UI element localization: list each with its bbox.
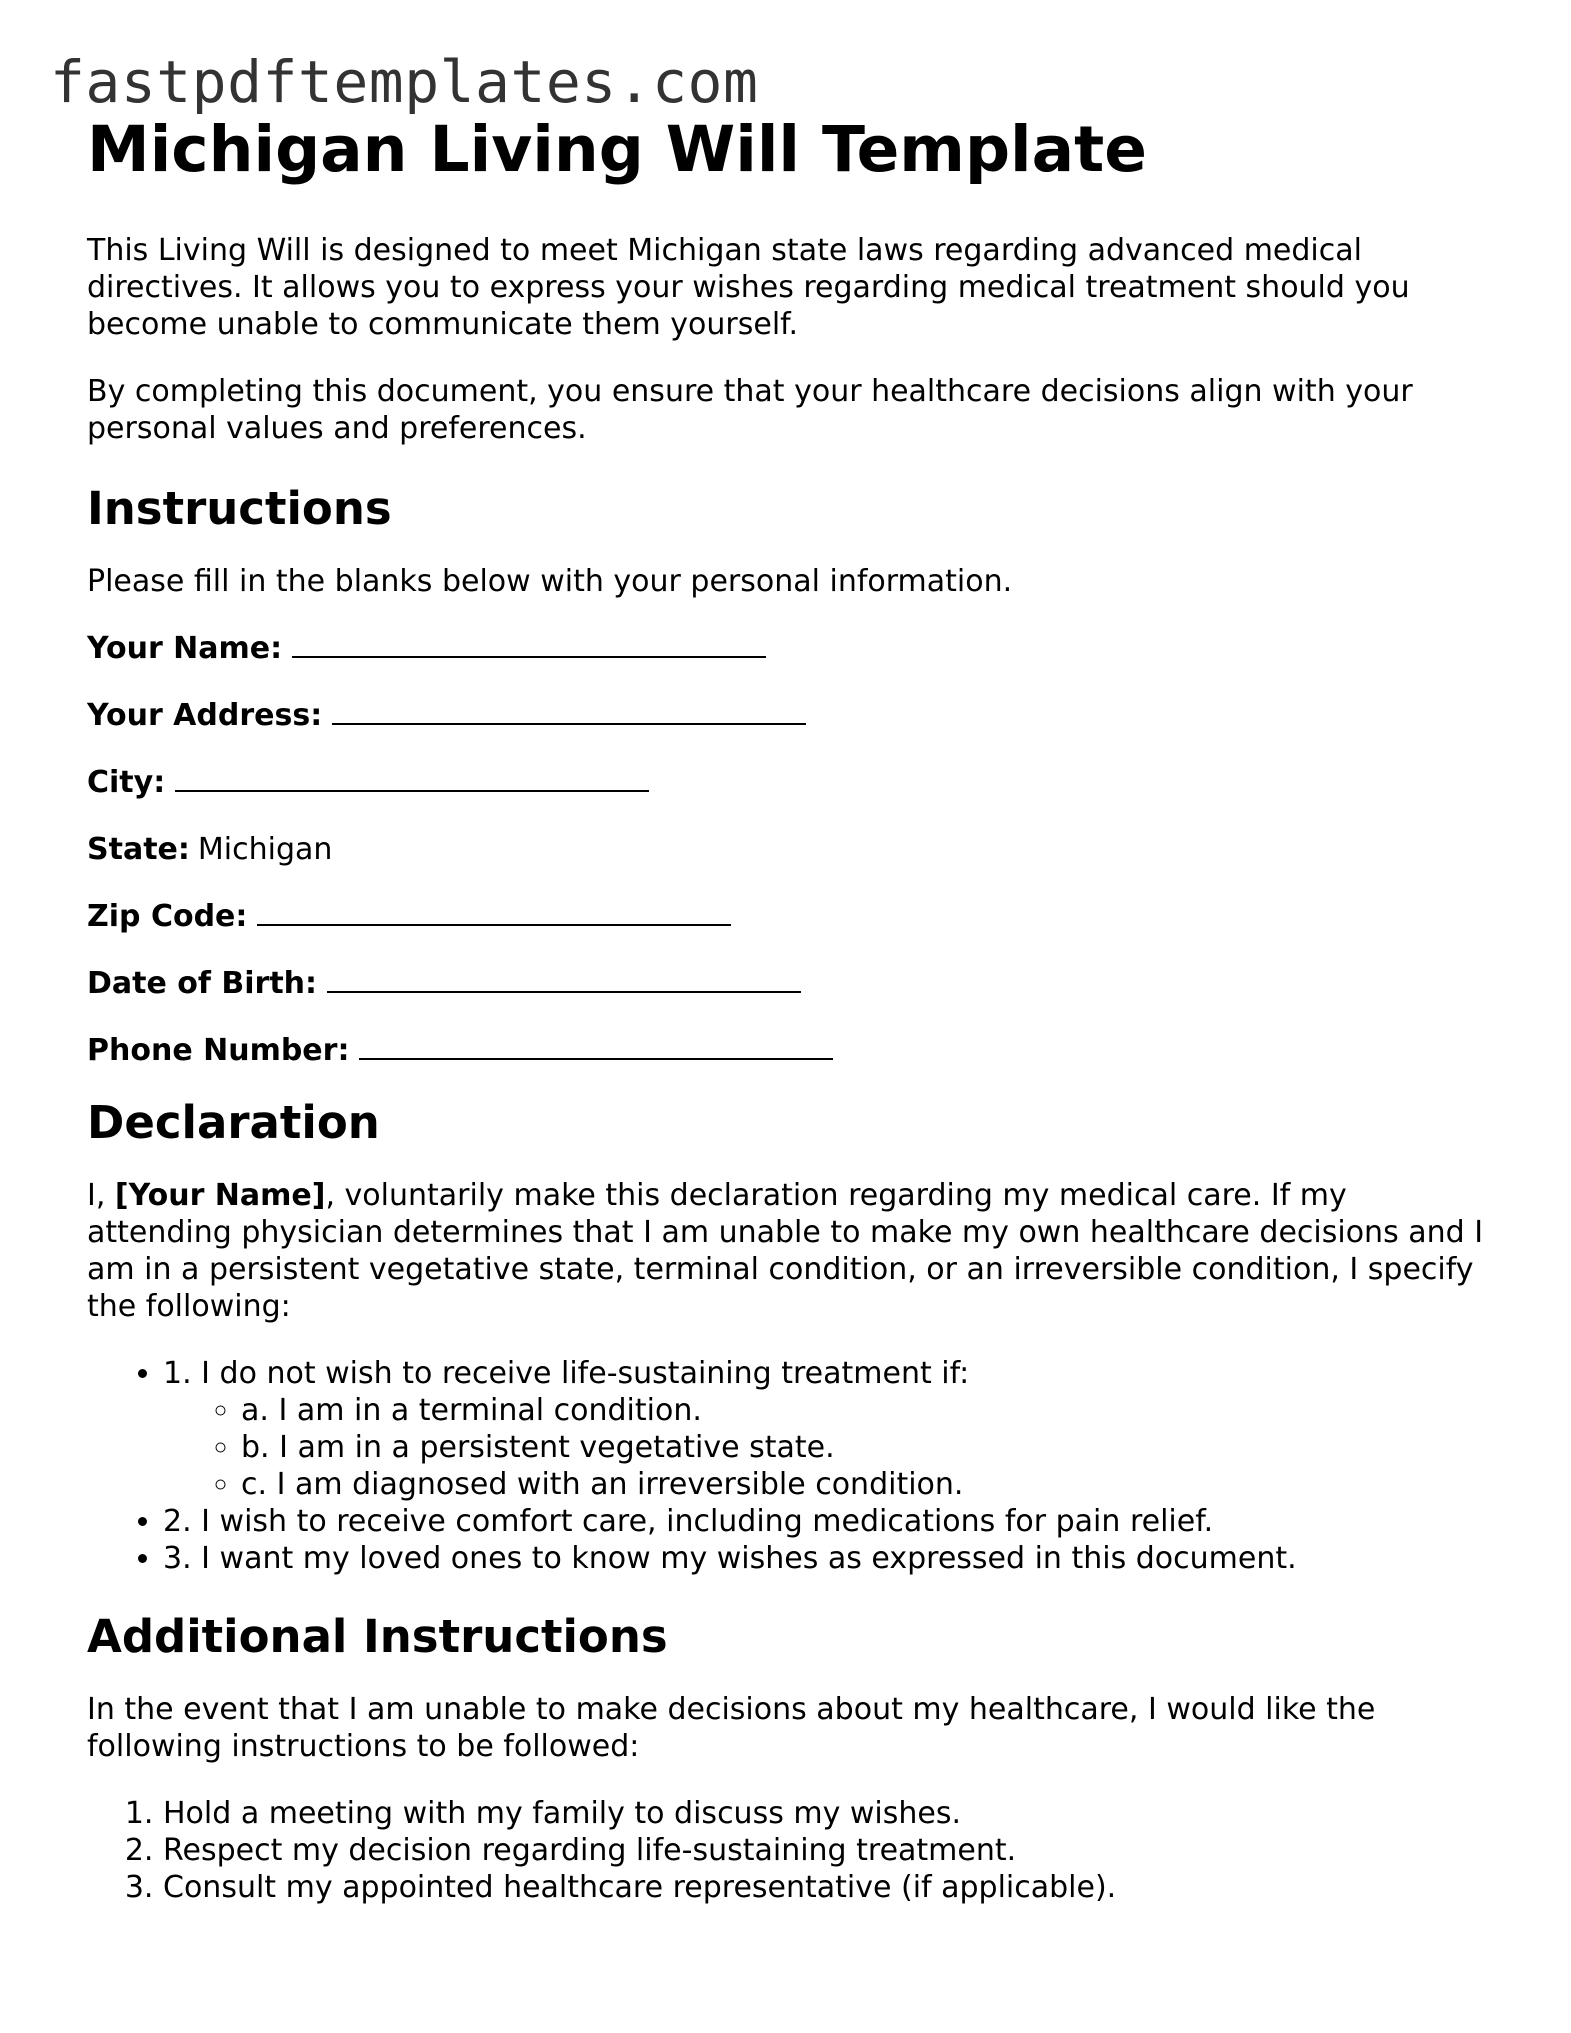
- declaration-item: [163, 1355, 1487, 1503]
- intro-paragraph-1: This Living Will is designed to meet Michigan state laws regarding advanced medical directives. It allows you to express your wishes regarding medical treatment should you become unable to communicate them yourself.: [87, 233, 1410, 342]
- additional-item: 3. Consult my appointed healthcare representative (if applicable).: [163, 1869, 1487, 1906]
- instructions-text: Please fill in the blanks below with your personal information.: [87, 564, 1013, 599]
- field-phone-number: [87, 1032, 1487, 1069]
- field-state: [87, 831, 1487, 868]
- field-label: Your Name:: [87, 631, 283, 666]
- intro-paragraph-2: By completing this document, you ensure that your healthcare decisions align with your personal values and preferences.: [87, 374, 1413, 446]
- page-title: Michigan Living Will Template: [87, 113, 1147, 186]
- additional-instructions-heading: Additional Instructions: [87, 1610, 668, 1663]
- declaration-sub-list: [163, 1392, 1487, 1503]
- declaration-heading: Declaration: [87, 1096, 380, 1149]
- additional-instructions-list: [87, 1795, 1487, 1906]
- phone-blank-line[interactable]: [359, 1032, 833, 1060]
- declaration-prefix: I,: [87, 1178, 115, 1213]
- declaration-suffix: , voluntarily make this declaration regarding my medical care. If my attending physician determines that I am unable to make my own healthcare decisions and I am in a persistent vegetative state, terminal condition, or an irreversible condition, I specify the following:: [87, 1178, 1484, 1324]
- declaration-item: • 2. I wish to receive comfort care, including medications for pain relief.: [163, 1503, 1487, 1540]
- field-date-of-birth: [87, 965, 1487, 1002]
- field-label: Zip Code:: [87, 899, 248, 934]
- declaration-item-text: 1. I do not wish to receive life-sustaining treatment if:: [163, 1356, 970, 1391]
- field-label: State:: [87, 832, 190, 867]
- additional-item: 2. Respect my decision regarding life-sustaining treatment.: [163, 1832, 1487, 1869]
- declaration-sub-item: ◦ a. I am in a terminal condition.: [241, 1392, 1487, 1429]
- zip-blank-line[interactable]: [257, 898, 731, 926]
- declaration-item: • 3. I want my loved ones to know my wishes as expressed in this document.: [163, 1540, 1487, 1577]
- field-label: Phone Number:: [87, 1033, 350, 1068]
- instructions-heading: Instructions: [87, 482, 392, 535]
- field-your-name: [87, 630, 1487, 667]
- field-label: Date of Birth:: [87, 966, 318, 1001]
- additional-instructions-text: In the event that I am unable to make decisions about my healthcare, I would like the following instructions to be followed:: [87, 1692, 1376, 1764]
- field-label: City:: [87, 765, 166, 800]
- city-blank-line[interactable]: [175, 764, 649, 792]
- additional-item: 1. Hold a meeting with my family to discuss my wishes.: [163, 1795, 1487, 1832]
- dob-blank-line[interactable]: [327, 965, 801, 993]
- name-placeholder: [Your Name]: [114, 1178, 326, 1213]
- field-your-address: [87, 697, 1487, 734]
- field-city: [87, 764, 1487, 801]
- name-blank-line[interactable]: [292, 630, 766, 658]
- field-label: Your Address:: [87, 698, 323, 733]
- document-body: [87, 108, 1487, 1906]
- watermark: fastpdftemplates.com: [50, 48, 759, 116]
- state-value: Michigan: [197, 832, 333, 867]
- declaration-text: [87, 1177, 1487, 1325]
- declaration-sub-item: ◦ b. I am in a persistent vegetative state.: [241, 1429, 1487, 1466]
- declaration-list: [87, 1355, 1487, 1577]
- field-zip-code: [87, 898, 1487, 935]
- address-blank-line[interactable]: [332, 697, 806, 725]
- declaration-sub-item: ◦ c. I am diagnosed with an irreversible condition.: [241, 1466, 1487, 1503]
